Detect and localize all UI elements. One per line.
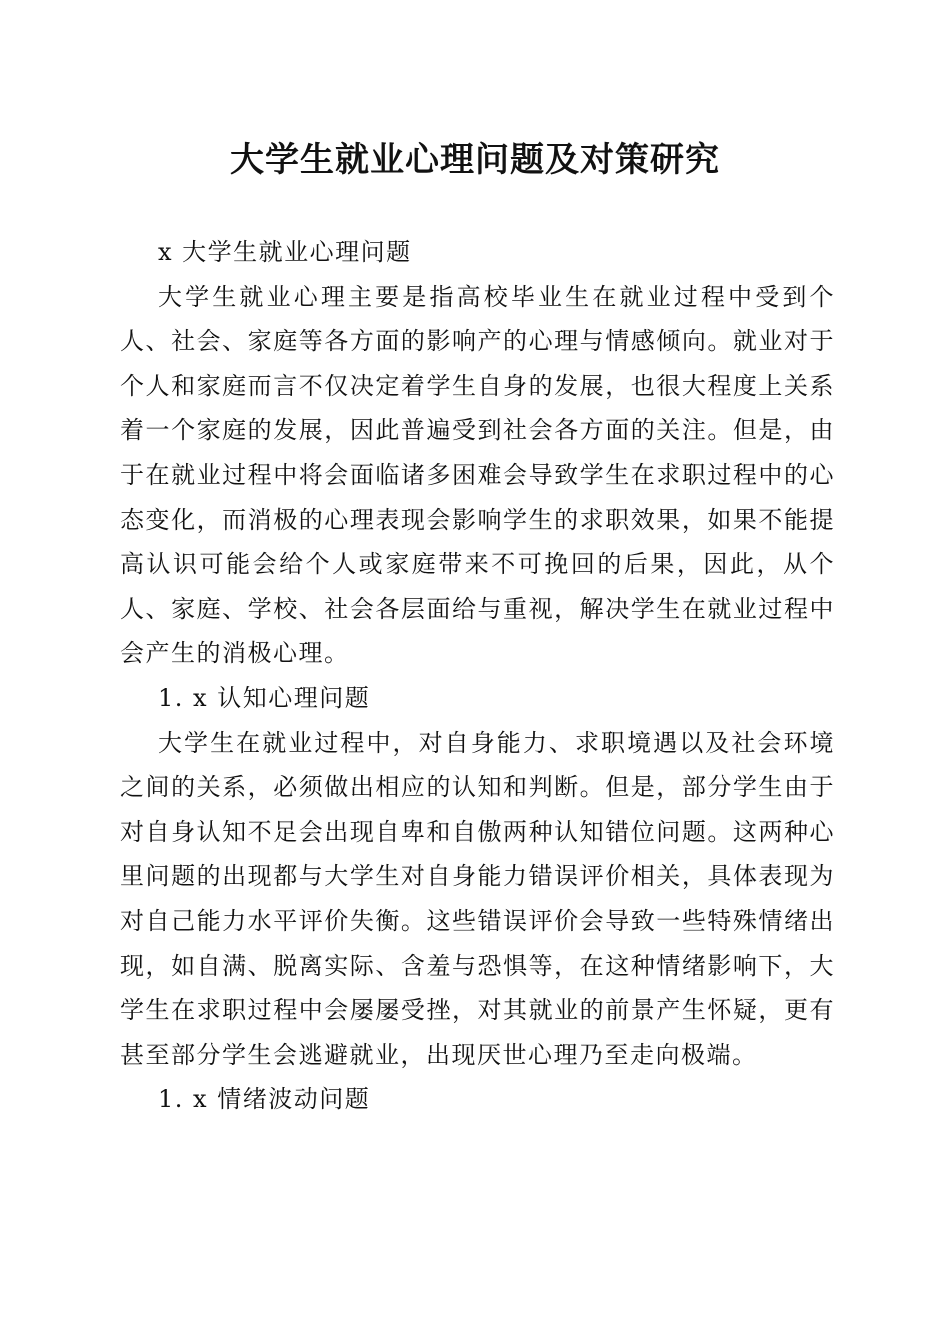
section-paragraph-1: 大学生就业心理主要是指高校毕业生在就业过程中受到个人、社会、家庭等各方面的影响产的心理与情感倾向。就业对于个人和家庭而言不仅决定着学生自身的发展，也很大程度上关系着一个家庭的发展，因此普遍受到社会各方面的关注。但是，由于在就业过程中将会面临诸多困难会导致学生在求职过程中的心态变化，而消极的心理表现会影响学生的求职效果，如果不能提高认识可能会给个人或家庭带来不可挽回的后果，因此，从个人、家庭、学校、社会各层面给与重视，解决学生在就业过程中会产生的消极心理。 [120, 282, 835, 668]
section-heading-1: x 大学生就业心理问题 [158, 238, 412, 266]
section-paragraph-2: 大学生在就业过程中，对自身能力、求职境遇以及社会环境之间的关系，必须做出相应的认知和判断。但是，部分学生由于对自身认知不足会出现自卑和自傲两种认知错位问题。这两种心里问题的出现都与大学生对自身能力错误评价相关，具体表现为对自己能力水平评价失衡。这些错误评价会导致一些特殊情绪出现，如自满、脱离实际、含羞与恐惧等，在这种情绪影响下，大学生在求职过程中会屡屡受挫，对其就业的前景产生怀疑，更有甚至部分学生会逃避就业，出现厌世心理乃至走向极端。 [120, 728, 835, 1069]
section-heading-3: 1. x 情绪波动问题 [158, 1085, 371, 1114]
document-title: 大学生就业心理问题及对策研究 [230, 140, 720, 180]
document-body [120, 230, 835, 1122]
section-heading-2: 1. x 认知心理问题 [158, 683, 371, 712]
